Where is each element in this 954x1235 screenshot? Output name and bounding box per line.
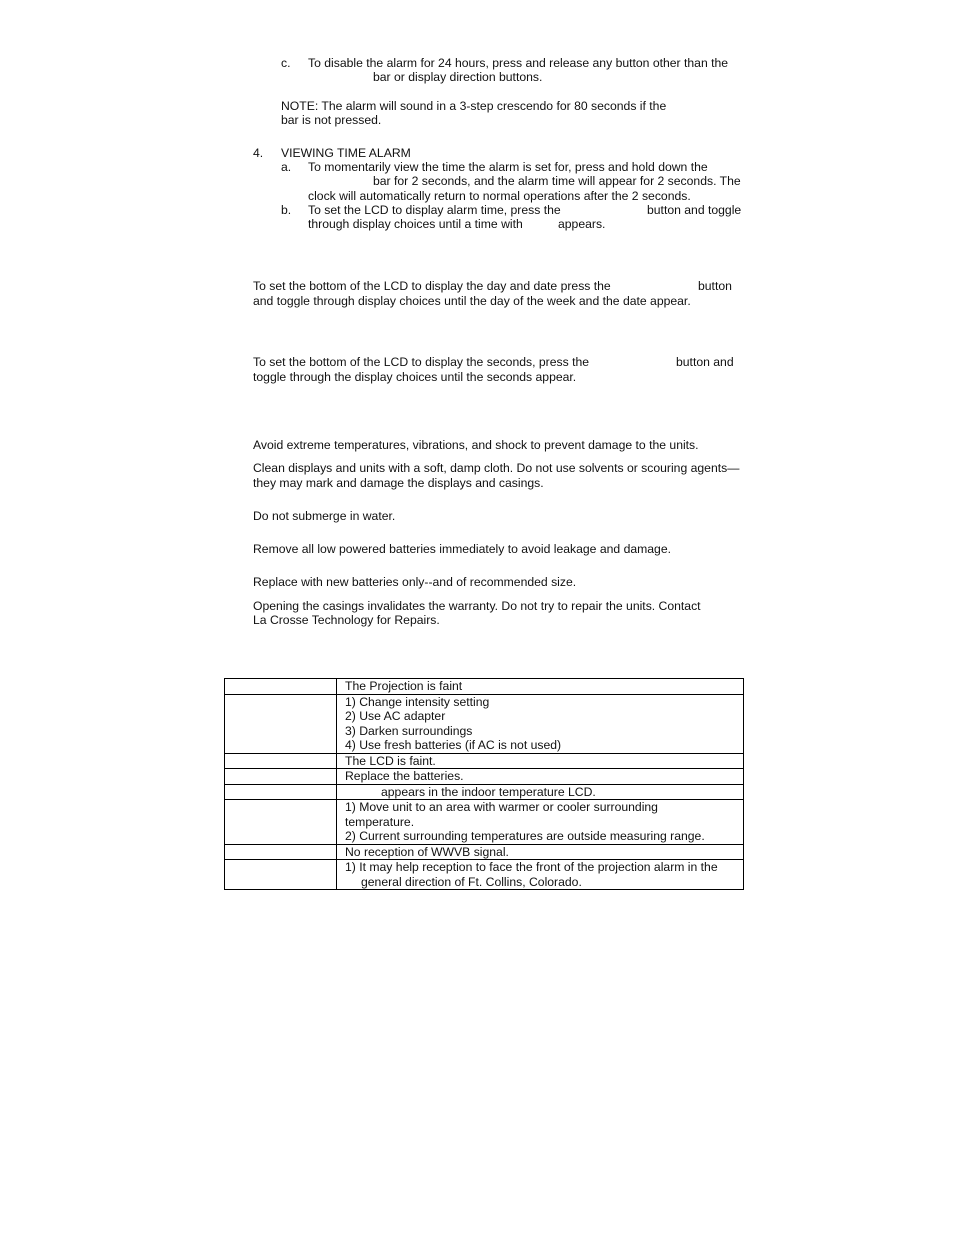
note-line2: bar is not pressed. <box>281 113 382 127</box>
problem-cell: The LCD is faint. <box>337 753 744 769</box>
seconds-line2: toggle through the display choices until the seconds appear. <box>253 370 577 384</box>
problem-label-cell <box>225 679 337 695</box>
seconds-line1a: To set the bottom of the LCD to display the seconds, press the <box>253 355 590 369</box>
problem-cell <box>337 784 744 800</box>
problem-cell: No reception of WWVB signal. <box>337 844 744 860</box>
solution-item: 2) Current surrounding temperatures are outside measuring range. <box>345 829 705 843</box>
care-p6-line1: Opening the casings invalidates the warranty. Do not try to repair the units. Contact <box>253 599 701 613</box>
care-p2-line2: they may mark and damage the displays and casings. <box>253 476 544 490</box>
viewing-a-marker: a. <box>281 160 292 174</box>
solution-item-cont: temperature. <box>345 814 415 829</box>
viewing-b-line2a: through display choices until a time with <box>308 217 523 231</box>
seconds-line1b: button and <box>676 355 734 369</box>
viewing-b-line2b: appears. <box>558 217 606 231</box>
solution-label-cell <box>225 694 337 753</box>
day-date-line2: and toggle through display choices until the day of the week and the date appear. <box>253 294 691 308</box>
solution-cell <box>337 800 744 845</box>
alarm-c-line1: To disable the alarm for 24 hours, press and release any button other than the <box>308 56 729 70</box>
table-row <box>225 769 744 785</box>
day-date-line1a: To set the bottom of the LCD to display the day and date press the <box>253 279 611 293</box>
solution-label-cell <box>225 769 337 785</box>
day-date-line1b: button <box>698 279 732 293</box>
table-row <box>225 844 744 860</box>
care-p4: Remove all low powered batteries immediately to avoid leakage and damage. <box>253 542 671 556</box>
viewing-a-line1: To momentarily view the time the alarm is set for, press and hold down the <box>308 160 708 174</box>
table-row <box>225 679 744 695</box>
solution-item: 1) Change intensity setting <box>345 694 490 709</box>
section-number: 4. <box>253 146 264 160</box>
note-line1: NOTE: The alarm will sound in a 3-step crescendo for 80 seconds if the <box>281 99 667 113</box>
alarm-c-marker: c. <box>281 56 291 70</box>
solution-cell <box>337 694 744 753</box>
problem-label-cell <box>225 784 337 800</box>
viewing-b-line1b: button and toggle <box>647 203 742 217</box>
solution-item-cont <box>345 875 735 890</box>
viewing-a-line3: clock will automatically return to normal operations after the 2 seconds. <box>308 189 691 203</box>
table-row <box>225 784 744 800</box>
table-row <box>225 860 744 890</box>
problem-text: appears in the indoor temperature LCD. <box>381 784 596 799</box>
viewing-b-marker: b. <box>281 203 292 217</box>
alarm-c-line2: bar or display direction buttons. <box>373 70 543 84</box>
solution-label-cell <box>225 860 337 890</box>
care-p5: Replace with new batteries only--and of recommended size. <box>253 575 577 589</box>
care-p2-line1: Clean displays and units with a soft, damp cloth. Do not use solvents or scouring agents— <box>253 461 740 475</box>
care-p6-line2: La Crosse Technology for Repairs. <box>253 613 440 627</box>
problem-cell: The Projection is faint <box>337 679 744 695</box>
care-p1: Avoid extreme temperatures, vibrations, and shock to prevent damage to the units. <box>253 438 699 452</box>
care-p3: Do not submerge in water. <box>253 509 396 523</box>
table-row <box>225 694 744 753</box>
viewing-b-line1a: To set the LCD to display alarm time, press the <box>308 203 561 217</box>
solution-item-cont-text: general direction of Ft. Collins, Colorado. <box>361 874 582 889</box>
solution-label-cell <box>225 800 337 845</box>
viewing-a-line2: bar for 2 seconds, and the alarm time will appear for 2 seconds. The <box>373 174 741 188</box>
solution-item: 1) Move unit to an area with warmer or cooler surrounding <box>345 800 658 814</box>
solution-item: 3) Darken surroundings <box>345 723 473 738</box>
problem-label-cell <box>225 844 337 860</box>
solution-item: 1) It may help reception to face the front of the projection alarm in the <box>345 860 718 874</box>
solution-cell: Replace the batteries. <box>337 769 744 785</box>
solution-item: 2) Use AC adapter <box>345 709 446 723</box>
problem-label-cell <box>225 753 337 769</box>
solution-item: 4) Use fresh batteries (if AC is not used) <box>345 738 562 752</box>
table-row <box>225 800 744 845</box>
table-row <box>225 753 744 769</box>
solution-cell <box>337 860 744 890</box>
section-heading: VIEWING TIME ALARM <box>281 146 411 160</box>
troubleshooting-table <box>224 678 744 890</box>
